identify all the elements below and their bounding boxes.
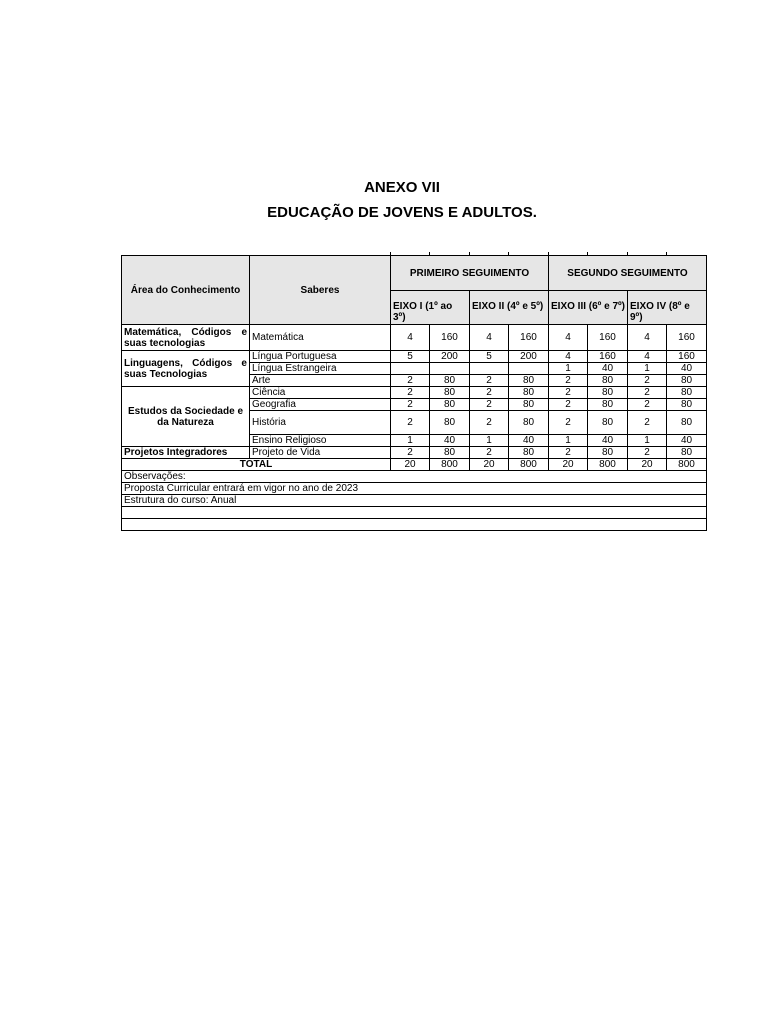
- value-cell: 1: [628, 363, 667, 375]
- value-cell: 80: [430, 375, 470, 387]
- value-cell: 2: [549, 447, 588, 459]
- value-cell: 5: [391, 351, 430, 363]
- value-cell: 5: [470, 351, 509, 363]
- value-cell: 160: [509, 325, 549, 351]
- value-cell: 4: [470, 325, 509, 351]
- value-cell: 2: [549, 375, 588, 387]
- value-cell: 2: [628, 387, 667, 399]
- area-matematica: Matemática, Códigos e suas tecnologias: [122, 325, 250, 351]
- value-cell: 4: [628, 325, 667, 351]
- value-cell: 4: [391, 325, 430, 351]
- saber-cell: Língua Portuguesa: [250, 351, 391, 363]
- value-cell: 80: [430, 399, 470, 411]
- value-cell: 2: [391, 387, 430, 399]
- value-cell: 2: [549, 411, 588, 435]
- value-cell: 40: [509, 435, 549, 447]
- total-cell: 800: [667, 459, 707, 471]
- value-cell: 80: [588, 411, 628, 435]
- total-cell: 20: [628, 459, 667, 471]
- value-cell: 2: [628, 447, 667, 459]
- empty-note-row: [122, 519, 707, 531]
- value-cell: 40: [588, 435, 628, 447]
- value-cell: 2: [391, 399, 430, 411]
- header-eixo-3: EIXO III (6º e 7º): [549, 291, 628, 325]
- value-cell: 80: [509, 375, 549, 387]
- note-proposta: Proposta Curricular entrará em vigor no ano de 2023: [122, 483, 707, 495]
- value-cell: 1: [628, 435, 667, 447]
- value-cell: 80: [667, 399, 707, 411]
- value-cell: 2: [549, 399, 588, 411]
- total-cell: 800: [430, 459, 470, 471]
- document-title: ANEXO VII: [364, 179, 440, 196]
- total-cell: 20: [549, 459, 588, 471]
- saber-cell: Língua Estrangeira: [250, 363, 391, 375]
- total-cell: 800: [588, 459, 628, 471]
- value-cell: 2: [470, 387, 509, 399]
- value-cell: 2: [628, 375, 667, 387]
- saber-cell: Geografia: [250, 399, 391, 411]
- value-cell: 80: [509, 447, 549, 459]
- value-cell: 2: [391, 447, 430, 459]
- header-eixo-4: EIXO IV (8º e 9º): [628, 291, 707, 325]
- value-cell: 80: [588, 375, 628, 387]
- document-subtitle: EDUCAÇÃO DE JOVENS E ADULTOS.: [267, 204, 537, 221]
- value-cell: [391, 363, 430, 375]
- value-cell: 80: [430, 387, 470, 399]
- value-cell: 2: [391, 375, 430, 387]
- value-cell: 80: [588, 387, 628, 399]
- value-cell: 4: [628, 351, 667, 363]
- value-cell: 80: [509, 387, 549, 399]
- area-projetos-integradores: Projetos Integradores: [122, 447, 250, 459]
- value-cell: 1: [549, 363, 588, 375]
- value-cell: 2: [470, 375, 509, 387]
- area-estudos-sociedade: Estudos da Sociedade e da Natureza: [122, 387, 250, 447]
- value-cell: 2: [391, 411, 430, 435]
- saber-cell: História: [250, 411, 391, 435]
- curriculum-table: [121, 255, 707, 531]
- table-row: [122, 351, 707, 363]
- total-label: TOTAL: [122, 459, 391, 471]
- saber-cell: Ensino Religioso: [250, 435, 391, 447]
- value-cell: 4: [549, 325, 588, 351]
- value-cell: 80: [430, 411, 470, 435]
- value-cell: 80: [509, 411, 549, 435]
- value-cell: 40: [667, 435, 707, 447]
- value-cell: 160: [588, 351, 628, 363]
- value-cell: 80: [667, 447, 707, 459]
- value-cell: 160: [588, 325, 628, 351]
- header-eixo-2: EIXO II (4º e 5º): [470, 291, 549, 325]
- value-cell: 2: [628, 411, 667, 435]
- value-cell: 40: [430, 435, 470, 447]
- area-linguagens: Linguagens, Códigos e suas Tecnologias: [122, 351, 250, 387]
- total-cell: 800: [509, 459, 549, 471]
- total-cell: 20: [391, 459, 430, 471]
- value-cell: 80: [667, 387, 707, 399]
- note-estrutura: Estrutura do curso: Anual: [122, 495, 707, 507]
- value-cell: 1: [549, 435, 588, 447]
- table-row: [122, 447, 707, 459]
- value-cell: 80: [509, 399, 549, 411]
- header-eixo-1: EIXO I (1º ao 3º): [391, 291, 470, 325]
- table-row: [122, 387, 707, 399]
- value-cell: 2: [470, 411, 509, 435]
- value-cell: 40: [588, 363, 628, 375]
- value-cell: 40: [667, 363, 707, 375]
- value-cell: 160: [430, 325, 470, 351]
- value-cell: 2: [628, 399, 667, 411]
- value-cell: 200: [509, 351, 549, 363]
- value-cell: 80: [430, 447, 470, 459]
- value-cell: 2: [470, 447, 509, 459]
- header-primeiro-seguimento: PRIMEIRO SEGUIMENTO: [391, 256, 549, 291]
- header-segundo-seguimento: SEGUNDO SEGUIMENTO: [549, 256, 707, 291]
- saber-cell: Projeto de Vida: [250, 447, 391, 459]
- saber-cell: Ciência: [250, 387, 391, 399]
- value-cell: [470, 363, 509, 375]
- saber-cell: Arte: [250, 375, 391, 387]
- value-cell: 80: [667, 375, 707, 387]
- value-cell: 80: [667, 411, 707, 435]
- value-cell: 160: [667, 325, 707, 351]
- value-cell: 4: [549, 351, 588, 363]
- header-saberes: Saberes: [250, 256, 391, 325]
- value-cell: 80: [588, 399, 628, 411]
- value-cell: 160: [667, 351, 707, 363]
- empty-note-row: [122, 507, 707, 519]
- value-cell: 2: [470, 399, 509, 411]
- value-cell: 1: [470, 435, 509, 447]
- value-cell: 2: [549, 387, 588, 399]
- value-cell: 200: [430, 351, 470, 363]
- value-cell: [509, 363, 549, 375]
- value-cell: 80: [588, 447, 628, 459]
- total-row: [122, 459, 707, 471]
- value-cell: [430, 363, 470, 375]
- saber-cell: Matemática: [250, 325, 391, 351]
- notes-heading: Observações:: [122, 471, 707, 483]
- total-cell: 20: [470, 459, 509, 471]
- header-area: Área do Conhecimento: [122, 256, 250, 325]
- table-row: [122, 325, 707, 351]
- value-cell: 1: [391, 435, 430, 447]
